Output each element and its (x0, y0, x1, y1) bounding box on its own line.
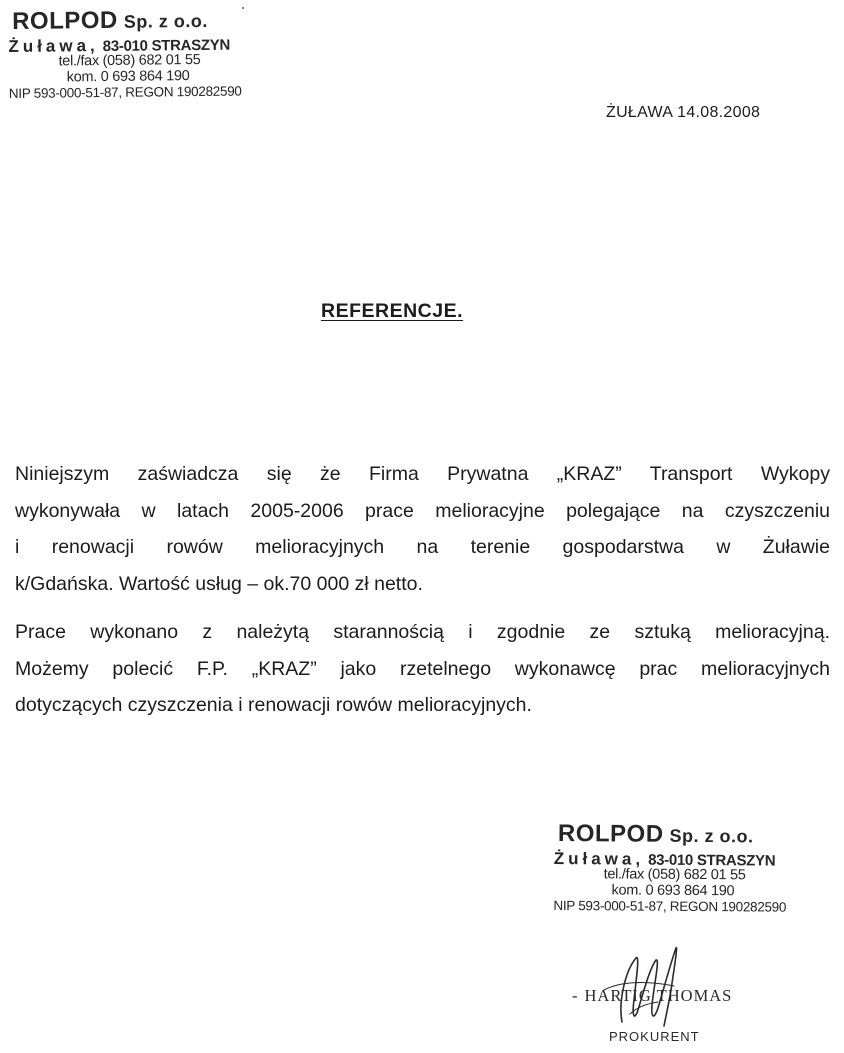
stamp-company-name: ROLPOD (11, 6, 118, 35)
stamp-mobile: kom. 0 693 864 190 (611, 882, 735, 900)
signer-role: PROKURENT (609, 1029, 700, 1044)
stamp-postal: 83-010 STRASZYN (102, 36, 231, 56)
handwritten-signature (574, 930, 704, 1040)
stamp-town: Żuława, (553, 848, 645, 869)
stamp-company-suffix: Sp. z o.o. (123, 10, 208, 32)
paragraph-line: Prace wykonano z należytą starannością i zgodnie ze sztuką melioracyjną. (15, 621, 830, 643)
signer-name: HARTIG THOMAS (584, 986, 733, 1005)
stamp-ids: NIP 593-000-51-87, REGON 190282590 (553, 897, 787, 915)
stamp-postal: 83-010 STRASZYN (648, 851, 776, 870)
stamp-phone: tel./fax (058) 682 01 55 (603, 866, 746, 884)
stamp-company-line (8, 8, 241, 38)
stamp-company-line (554, 822, 787, 852)
paragraph-line: wykonywała w latach 2005-2006 prace melioracyjne polegające na czyszczeniu (15, 499, 830, 522)
signer-dash: - (572, 986, 579, 1005)
stamp-company-name: ROLPOD (557, 820, 664, 848)
stamp-town: Żuława, (8, 36, 99, 56)
company-stamp-header (8, 8, 242, 103)
paragraph-line: k/Gdańska. Wartość usług – ok.70 000 zł netto. (15, 572, 423, 595)
stamp-ids: NIP 593-000-51-87, REGON 190282590 (8, 83, 242, 101)
document-title: REFERENCJE. (320, 300, 464, 322)
paragraph-line: Możemy polecić F.P. „KRAZ” jako rzetelnego wykonawcę prac melioracyjnych (15, 657, 830, 680)
stamp-phone: tel./fax (058) 682 01 55 (58, 51, 201, 70)
company-stamp-signature (553, 822, 786, 917)
stamp-mobile: kom. 0 693 864 190 (66, 68, 190, 86)
paragraph-line: dotyczących czyszczenia i renowacji rowów melioracyjnych. (15, 694, 532, 716)
signer-name-line (572, 986, 732, 1006)
letter-date: ŻUŁAWA 14.08.2008 (606, 104, 761, 121)
paragraph-line: i renowacji rowów melioracyjnych na terenie gospodarstwa w Żuławie (15, 536, 830, 558)
paragraph-line: Niniejszym zaświadcza się że Firma Prywatna „KRAZ” Transport Wykopy (15, 463, 830, 485)
paragraph-1 (15, 456, 830, 602)
stamp-company-suffix: Sp. z o.o. (669, 825, 754, 847)
scan-speck (242, 7, 244, 9)
paragraph-2 (15, 614, 830, 724)
